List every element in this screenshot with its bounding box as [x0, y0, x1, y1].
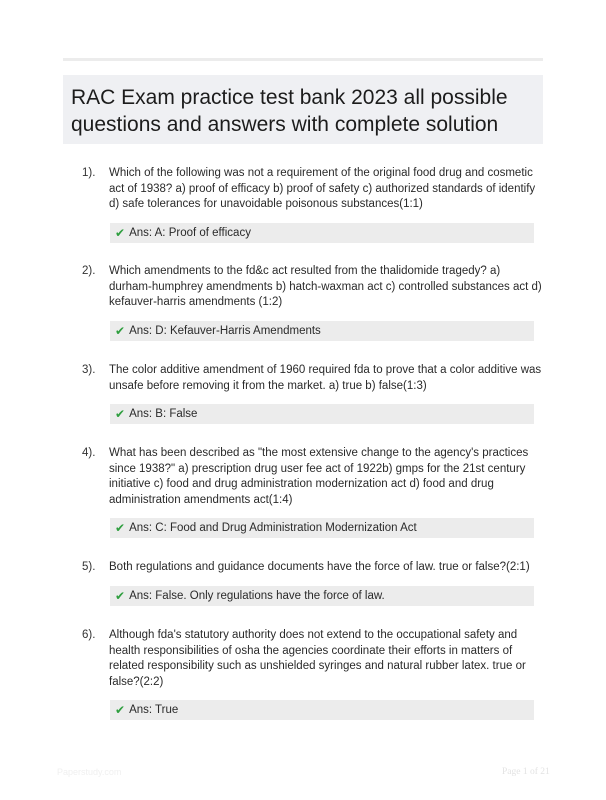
check-icon: ✔	[115, 588, 126, 603]
question-number: 6).	[82, 629, 96, 641]
check-icon: ✔	[115, 323, 126, 338]
question-number: 3).	[82, 364, 96, 376]
question-text: Which amendments to the fd&c act resulted from the thalidomide tragedy? a) durham-humphrey amendments b) hatch-waxman act c) controlled substances act d) kefauver-harris amendments (1:2)	[109, 265, 542, 308]
answer-text: Ans: False. Only regulations have the force of law.	[129, 589, 385, 602]
answer-text: Ans: D: Kefauver-Harris Amendments	[129, 324, 321, 337]
question-text: Both regulations and guidance documents have the force of law. true or false?(2:1)	[109, 561, 530, 573]
page-number: Page 1 of 21	[502, 767, 550, 777]
question-item	[82, 628, 542, 720]
question-number: 5).	[82, 561, 96, 573]
answer-text: Ans: C: Food and Drug Administration Modernization Act	[129, 522, 417, 534]
question-item	[82, 560, 542, 606]
question-item	[82, 264, 542, 341]
answer-text: Ans: A: Proof of efficacy	[129, 226, 251, 239]
question-text: The color additive amendment of 1960 required fda to prove that a color additive was unsafe before removing it from the market. a) true b) false(1:3)	[109, 364, 542, 392]
title-banner	[63, 75, 543, 144]
answer-box	[110, 404, 534, 424]
check-icon: ✔	[115, 521, 126, 535]
question-item	[82, 363, 542, 424]
answer-box	[110, 700, 534, 720]
footer-watermark: Paperstudy.com	[57, 767, 122, 777]
top-divider	[63, 58, 543, 61]
answer-box	[110, 518, 534, 538]
question-item	[82, 166, 542, 243]
question-item	[82, 446, 542, 538]
answer-box	[110, 223, 534, 243]
check-icon: ✔	[115, 225, 126, 240]
question-text: Which of the following was not a requirement of the original food drug and cosmetic act of 1938? a) proof of efficacy b) proof of safety c) authorized standards of identify d) safe tolerances for unavoidable poisonous substances(1:1)	[109, 167, 536, 210]
document-title: RAC Exam practice test bank 2023 all possible questions and answers with complete solution	[71, 86, 508, 136]
question-text: Although fda's statutory authority does not extend to the occupational safety and health responsibilities of osha the agencies coordinate their efforts in matters of related responsibility such as unshielded syringes and natural rubber latex. true or false?(2:2)	[109, 629, 526, 688]
question-number: 4).	[82, 447, 96, 459]
answer-box	[110, 586, 534, 606]
check-icon: ✔	[115, 407, 126, 421]
answer-text: Ans: B: False	[129, 408, 198, 420]
question-number: 2).	[82, 265, 96, 277]
answer-box	[110, 321, 534, 341]
question-number: 1).	[82, 167, 96, 179]
check-icon: ✔	[115, 703, 126, 717]
answer-text: Ans: True	[129, 704, 179, 716]
question-text: What has been described as "the most extensive change to the agency's practices since 1938?" a) prescription drug user fee act of 1922b) gmps for the 21st century initiative c) food and drug administration modernization act d) food and drug administration amendments act(1:4)	[109, 447, 529, 506]
